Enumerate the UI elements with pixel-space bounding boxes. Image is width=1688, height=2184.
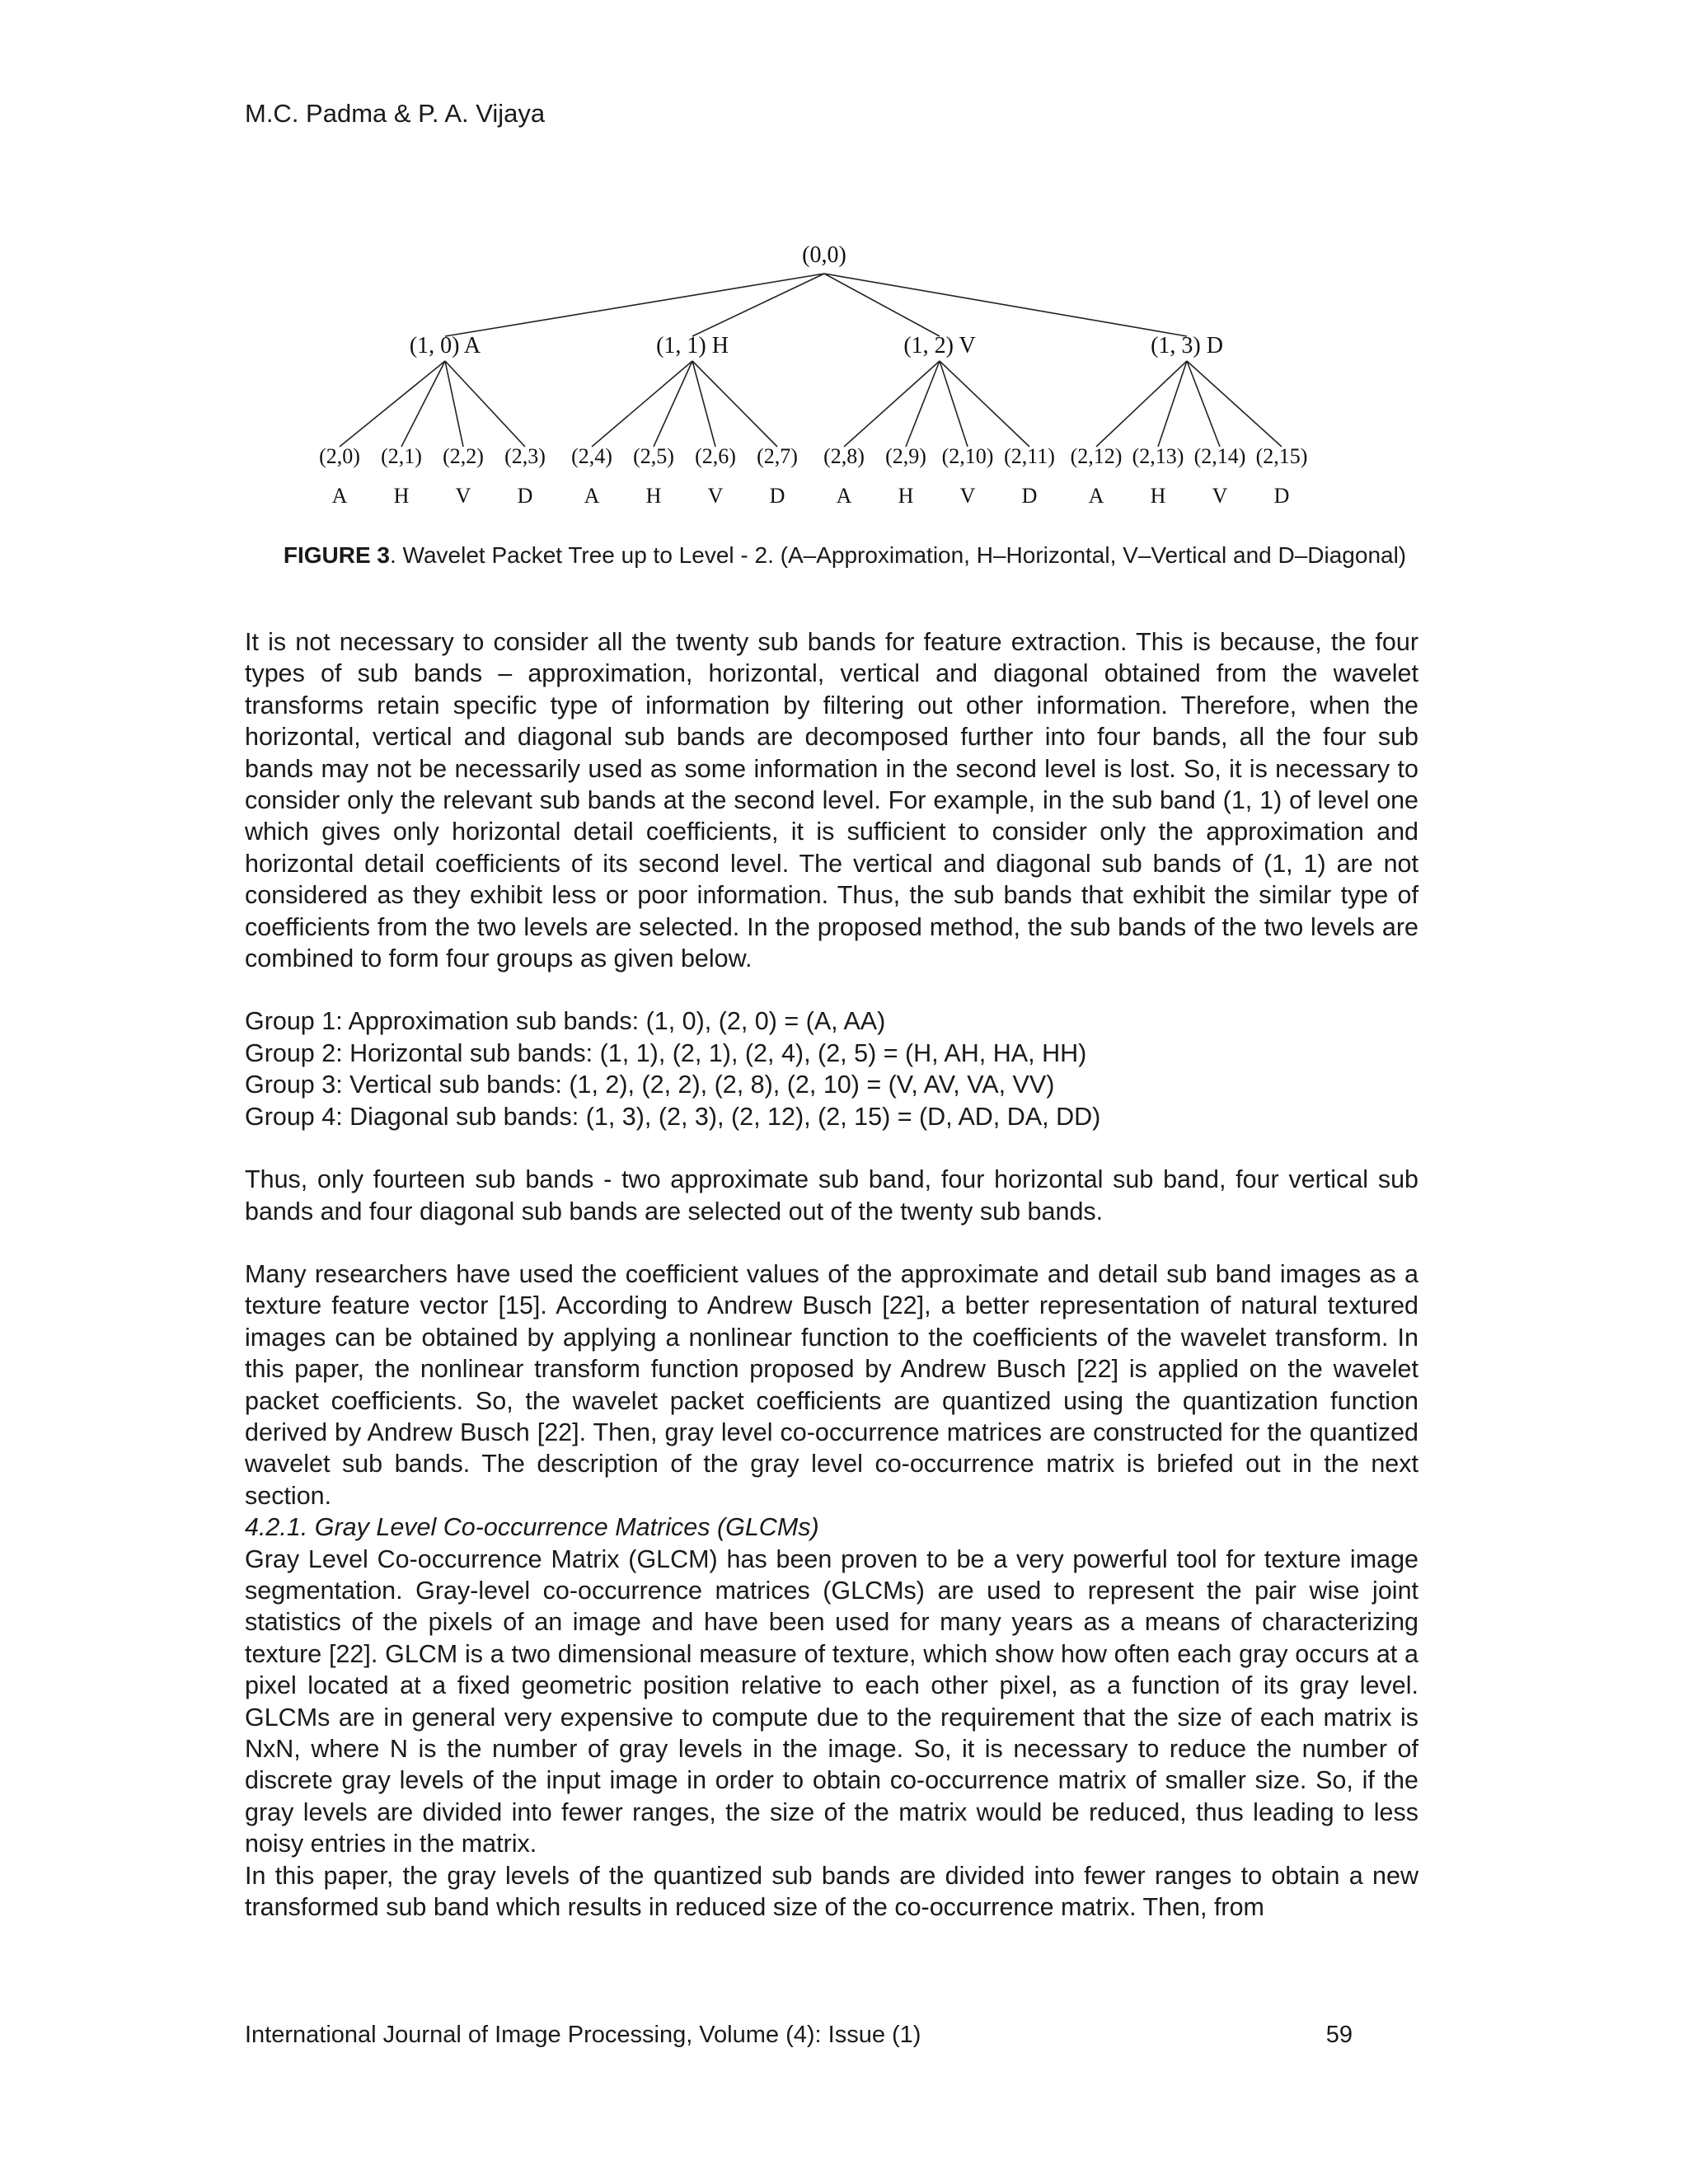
tree-edge-level2 bbox=[1187, 361, 1282, 447]
paragraph-nonlinear-transform: Many researchers have used the coefficient values of the approximate and detail sub band images as a texture feature vector [15]. According to Andrew Busch [22], a better representation of natural textured images can be obtained by applying a nonlinear function to the coefficients of the wavelet transform. In this paper, the nonlinear transform function proposed by Andrew Busch [22] is applied on the wavelet packet coefficients. So, the wavelet packet coefficients are quantized using the quantization function derived by Andrew Busch [22]. Then, gray level co-occurrence matrices are constructed for the quantized wavelet sub bands. The description of the gray level co-occurrence matrix is briefed out in the next section. bbox=[245, 1259, 1418, 1510]
tree-subband-letter: A bbox=[836, 484, 852, 508]
figure-caption bbox=[272, 540, 1418, 571]
tree-subband-letter: V bbox=[707, 484, 724, 508]
paragraph-glcm-description: Gray Level Co-occurrence Matrix (GLCM) has been proven to be a very powerful tool for texture image segmentation. Gray-level co-occurrence matrices (GLCMs) are used to represent the pair wise joint statistics of the pixels of an image and have been used for many years as a means of characterizing texture [22]. GLCM is a two dimensional measure of texture, which show how often each gray occurs at a pixel located at a fixed geometric position relative to each other pixel, as a function of its gray level. GLCMs are in general very expensive to compute due to the requirement that the size of each matrix is NxN, where N is the number of gray levels in the image. So, it is necessary to reduce the number of discrete gray levels of the input image in order to obtain co-occurrence matrix of smaller size. So, if the gray levels are divided into fewer ranges, the size of the matrix would be reduced, thus leading to less noisy entries in the matrix. bbox=[245, 1544, 1418, 1858]
figure-caption-text: . Wavelet Packet Tree up to Level - 2. (A–Approximation, H–Horizontal, V–Vertical and D–Diagonal) bbox=[390, 542, 1407, 568]
group-list bbox=[245, 1005, 1418, 1132]
wavelet-packet-tree-figure bbox=[297, 239, 1385, 519]
tree-subband-letter: V bbox=[1212, 484, 1228, 508]
tree-level2-node: (2,0) bbox=[319, 444, 360, 468]
group-item: Group 1: Approximation sub bands: (1, 0), (2, 0) = (A, AA) bbox=[245, 1007, 886, 1036]
tree-level2-node: (2,6) bbox=[695, 444, 736, 468]
tree-level2-node: (2,15) bbox=[1255, 444, 1308, 468]
tree-level1-node: (1, 0) A bbox=[409, 333, 481, 359]
tree-level2-node: (2,4) bbox=[571, 444, 612, 468]
running-head-authors: M.C. Padma & P. A. Vijaya bbox=[245, 99, 546, 128]
tree-level2-node: (2,2) bbox=[443, 444, 484, 468]
tree-subband-letter: V bbox=[455, 484, 471, 508]
tree-level1-node: (1, 2) V bbox=[903, 333, 976, 359]
tree-subband-letter: A bbox=[331, 484, 348, 508]
group-item: Group 4: Diagonal sub bands: (1, 3), (2, 3), (2, 12), (2, 15) = (D, AD, DA, DD) bbox=[245, 1102, 1101, 1131]
page-footer bbox=[245, 2019, 1353, 2050]
tree-level2-node: (2,12) bbox=[1070, 444, 1123, 468]
figure-caption-label: FIGURE 3 bbox=[283, 542, 390, 568]
tree-level2-node: (2,1) bbox=[381, 444, 422, 468]
tree-level2-node: (2,11) bbox=[1004, 444, 1055, 468]
tree-edge-level2 bbox=[445, 361, 525, 447]
subsection-heading-glcm: 4.2.1. Gray Level Co-occurrence Matrices (GLCMs) bbox=[245, 1513, 819, 1542]
tree-level2-node: (2,5) bbox=[633, 444, 674, 468]
body-text bbox=[245, 626, 1418, 1923]
tree-root-node: (0,0) bbox=[802, 242, 846, 268]
paragraph-gray-levels: In this paper, the gray levels of the quantized sub bands are divided into fewer ranges to obtain a new transformed sub band which results in reduced size of the co-occurrence matrix. Then, from bbox=[245, 1861, 1418, 1922]
tree-edge-level2 bbox=[844, 361, 940, 447]
tree-level2-node: (2,8) bbox=[823, 444, 865, 468]
tree-subband-letter: A bbox=[1088, 484, 1104, 508]
tree-subband-letter: D bbox=[769, 484, 785, 508]
tree-subband-letter: H bbox=[898, 484, 914, 508]
tree-edge-level1 bbox=[445, 274, 824, 336]
tree-edge-level2 bbox=[692, 361, 777, 447]
tree-subband-letter: H bbox=[1150, 484, 1166, 508]
page-number: 59 bbox=[1325, 2022, 1353, 2048]
tree-edge-level2 bbox=[401, 361, 445, 447]
tree-level2-node: (2,3) bbox=[504, 444, 546, 468]
tree-level2-node: (2,9) bbox=[885, 444, 926, 468]
tree-level2-node: (2,13) bbox=[1132, 444, 1184, 468]
footer-journal-info: International Journal of Image Processing, Volume (4): Issue (1) bbox=[245, 2022, 921, 2048]
tree-subband-letter: D bbox=[1273, 484, 1290, 508]
tree-level1-node: (1, 1) H bbox=[656, 333, 729, 359]
group-item: Group 2: Horizontal sub bands: (1, 1), (2, 1), (2, 4), (2, 5) = (H, AH, HA, HH) bbox=[245, 1038, 1087, 1067]
tree-edge-level2 bbox=[592, 361, 692, 447]
tree-edge-level2 bbox=[1187, 361, 1220, 447]
tree-subband-letter: D bbox=[517, 484, 533, 508]
tree-edge-level2 bbox=[445, 361, 463, 447]
tree-edge-level2 bbox=[906, 361, 940, 447]
paragraph-fourteen-subbands: Thus, only fourteen sub bands - two approximate sub band, four horizontal sub band, four vertical sub bands and four diagonal sub bands are selected out of the twenty sub bands. bbox=[245, 1165, 1418, 1226]
tree-edge-level1 bbox=[692, 274, 824, 336]
tree-level2-node: (2,14) bbox=[1193, 444, 1246, 468]
tree-edge-level2 bbox=[1096, 361, 1187, 447]
tree-subband-letter: H bbox=[645, 484, 662, 508]
tree-edge-level1 bbox=[824, 274, 1187, 336]
tree-edge-level2 bbox=[340, 361, 445, 447]
tree-edge-level2 bbox=[692, 361, 715, 447]
tree-subband-letter: H bbox=[393, 484, 410, 508]
tree-subband-letter: V bbox=[959, 484, 976, 508]
tree-edge-level2 bbox=[654, 361, 692, 447]
tree-subband-letter: D bbox=[1021, 484, 1038, 508]
paragraph-subband-selection: It is not necessary to consider all the twenty sub bands for feature extraction. This is because, the four types of sub bands – approximation, horizontal, vertical and diagonal obtained from the wavelet transforms retain specific type of information by filtering out other information. Therefore, when the horizontal, vertical and diagonal sub bands are decomposed further into four bands, all the four sub bands may not be necessarily used as some information in the second level is lost. So, it is necessary to consider only the relevant sub bands at the second level. For example, in the sub band (1, 1) of level one which gives only horizontal detail coefficients, it is sufficient to consider only the approximation and horizontal detail coefficients of its second level. The vertical and diagonal sub bands of (1, 1) are not considered as they exhibit less or poor information. Thus, the sub bands that exhibit the similar type of coefficients from the two levels are selected. In the proposed method, the sub bands of the two levels are combined to form four groups as given below. bbox=[245, 628, 1418, 973]
group-item: Group 3: Vertical sub bands: (1, 2), (2, 2), (2, 8), (2, 10) = (V, AV, VA, VV) bbox=[245, 1071, 1055, 1099]
tree-level2-node: (2,7) bbox=[757, 444, 798, 468]
tree-level2-node: (2,10) bbox=[941, 444, 994, 468]
tree-level1-node: (1, 3) D bbox=[1151, 333, 1223, 359]
tree-subband-letter: A bbox=[584, 484, 600, 508]
